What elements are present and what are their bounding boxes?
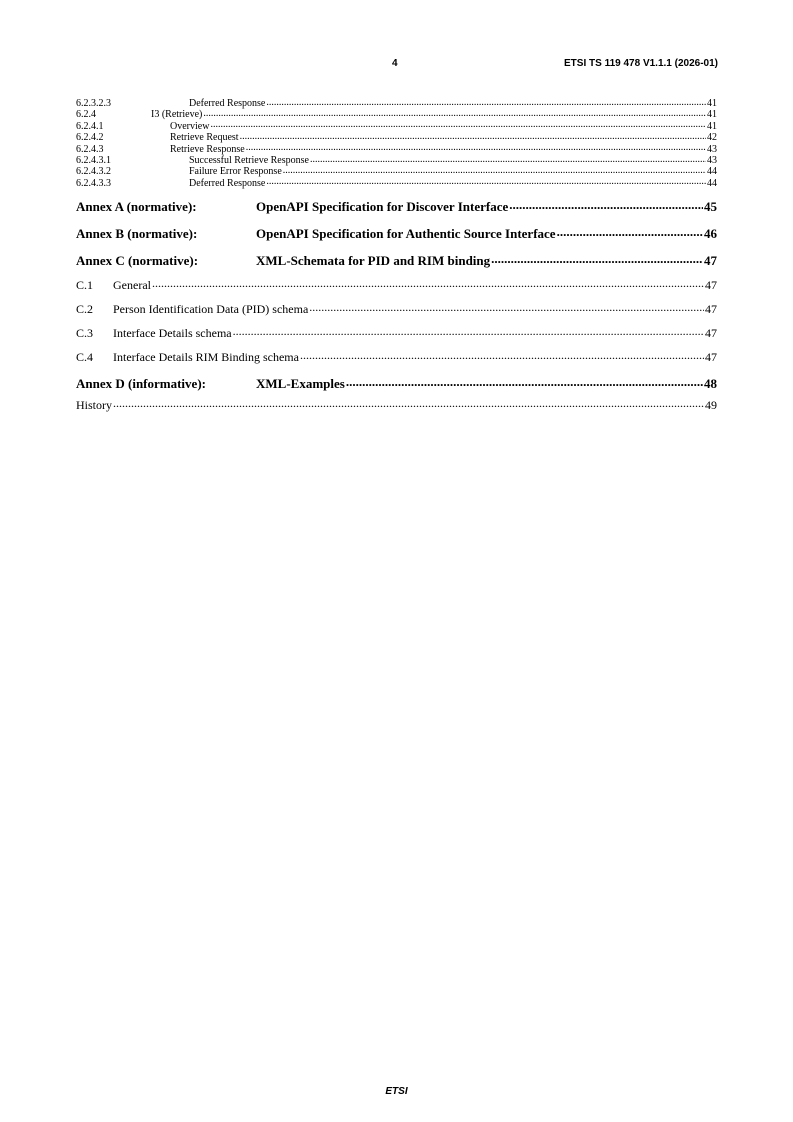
annex-label: Annex D (informative): (76, 376, 206, 392)
toc-entry-6-2-4-2[interactable] (76, 130, 717, 144)
toc-dot-leader (266, 96, 706, 106)
toc-entry-title: Deferred Response (189, 177, 266, 189)
toc-entry-6-2-4-3[interactable] (76, 142, 717, 153)
toc-entry-page: 47 (705, 302, 717, 317)
toc-entry-page: 41 (707, 120, 717, 132)
toc-entry-number: C.2 (76, 302, 94, 317)
toc-dot-leader (283, 164, 706, 174)
toc-dot-leader (246, 142, 706, 152)
toc-dot-leader (300, 349, 704, 361)
toc-entry-c-1[interactable] (76, 277, 717, 292)
toc-entry-number: 6.2.4 (76, 109, 96, 121)
toc-dot-leader (310, 153, 706, 163)
toc-dot-leader (113, 397, 704, 409)
toc-entry-title: Interface Details schema (113, 326, 232, 341)
annex-page: 48 (704, 376, 717, 392)
annex-label: Annex B (normative): (76, 226, 198, 242)
toc-entry-c-4[interactable] (76, 349, 717, 364)
toc-dot-leader (509, 198, 703, 211)
toc-entry-6-2-3-2-3[interactable] (76, 96, 717, 107)
toc-entry-title: General (113, 278, 151, 293)
annex-title: XML-Examples (256, 376, 345, 392)
toc-dot-leader (266, 176, 706, 186)
toc-entry-6-2-4-3-1[interactable] (76, 153, 717, 164)
toc-annex-d[interactable] (76, 375, 717, 391)
toc-entry-6-2-4-1[interactable] (76, 119, 717, 130)
toc-entry-number: 6.2.4.2 (76, 132, 104, 144)
page-number: 4 (392, 58, 398, 69)
footer-etsi: ETSI (385, 1086, 408, 1097)
annex-label: Annex C (normative): (76, 253, 199, 269)
toc-dot-leader (346, 375, 703, 388)
toc-entry-title: History (76, 398, 112, 413)
toc-dot-leader (309, 301, 704, 313)
toc-entry-page: 47 (705, 326, 717, 341)
toc-annex-b[interactable] (76, 225, 717, 241)
toc-entry-title: Failure Error Response (189, 166, 282, 178)
toc-dot-leader (152, 277, 704, 289)
toc-entry-page: 41 (707, 109, 717, 121)
toc-entry-number: 6.2.3.2.3 (76, 98, 111, 109)
toc-entry-number: 6.2.4.3.1 (76, 154, 111, 166)
document-id: ETSI TS 119 478 V1.1.1 (2026-01) (564, 58, 718, 69)
toc-entry-page: 47 (705, 278, 717, 293)
toc-entry-title: Deferred Response (189, 98, 266, 109)
annex-page: 47 (704, 253, 717, 269)
toc-entry-number: C.4 (76, 350, 94, 365)
toc-dot-leader (240, 130, 706, 140)
toc-entry-number: 6.2.4.3.2 (76, 166, 111, 178)
toc-entry-number: 6.2.4.1 (76, 120, 104, 132)
toc-history[interactable] (76, 397, 717, 412)
toc-entry-page: 41 (707, 98, 717, 109)
toc-entry-page: 49 (705, 398, 717, 413)
toc-entry-6-2-4[interactable] (76, 107, 717, 121)
toc-entry-page: 43 (707, 143, 717, 155)
toc-entry-6-2-4-3-2[interactable] (76, 164, 717, 178)
toc-entry-page: 42 (707, 132, 717, 144)
toc-entry-6-2-4-3-3[interactable] (76, 176, 717, 187)
toc-annex-a[interactable] (76, 198, 717, 214)
annex-page: 46 (704, 226, 717, 242)
toc-dot-leader (233, 325, 704, 337)
annex-title: OpenAPI Specification for Authentic Source Interface (256, 226, 556, 242)
toc-entry-c-2[interactable] (76, 301, 717, 316)
toc-entry-title: Person Identification Data (PID) schema (113, 302, 309, 317)
table-of-contents (76, 96, 717, 412)
toc-entry-page: 43 (707, 154, 717, 166)
annex-title: OpenAPI Specification for Discover Interface (256, 199, 509, 215)
toc-entry-title: Successful Retrieve Response (189, 154, 309, 166)
annex-label: Annex A (normative): (76, 199, 197, 215)
toc-entry-title: Interface Details RIM Binding schema (113, 350, 299, 365)
annex-page: 45 (704, 199, 717, 215)
toc-dot-leader (203, 107, 706, 117)
toc-entry-title: Retrieve Response (170, 143, 245, 155)
toc-entry-number: C.1 (76, 278, 94, 293)
toc-entry-title: Overview (170, 120, 210, 132)
toc-entry-number: C.3 (76, 326, 94, 341)
annex-title: XML-Schemata for PID and RIM binding (256, 253, 491, 269)
toc-dot-leader (557, 225, 703, 238)
toc-entry-title: I3 (Retrieve) (151, 109, 203, 121)
toc-entry-number: 6.2.4.3 (76, 143, 104, 155)
toc-annex-c[interactable] (76, 252, 717, 268)
toc-entry-c-3[interactable] (76, 325, 717, 340)
toc-entry-page: 44 (707, 177, 717, 189)
toc-entry-page: 44 (707, 166, 717, 178)
toc-dot-leader (210, 119, 706, 129)
toc-entry-title: Retrieve Request (170, 132, 239, 144)
toc-entry-number: 6.2.4.3.3 (76, 177, 111, 189)
toc-entry-page: 47 (705, 350, 717, 365)
toc-dot-leader (491, 252, 703, 265)
